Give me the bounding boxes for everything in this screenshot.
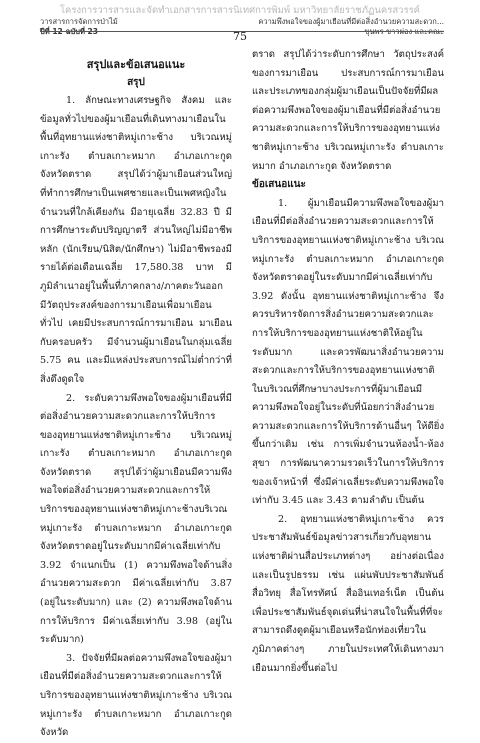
- running-header-right: [252, 17, 444, 37]
- summary-paragraph-2: 2. ระดับความพึงพอใจของผู้มาเยือนที่มีต่อสิ่งอำนวยความสะดวกและการให้บริการของอุทยานแห่งชาติหมู่เกาะช้าง บริเวณหมู่เกาะรัง ตำบลเกาะหมาก อำเภอเกาะกูด จังหวัดตราด สรุปได้ว่าผู้มาเยือนมีความพึงพอใจต่อสิ่งอำนวยความสะดวกและการให้บริการของอุทยานแห่งชาติหมู่เกาะช้างบริเวณหมู่เกาะรัง ตำบลเกาะหมาก อำเภอเกาะกูด จังหวัดตราดอยู่ในระดับมากมีค่าเฉลี่ยเท่ากับ 3.92 จำแนกเป็น (1) ความพึงพอใจด้านสิ่งอำนวยความสะดวก มีค่าเฉลี่ยเท่ากับ 3.87 (อยู่ในระดับมาก) และ (2) ความพึงพอใจด้านการให้บริการ มีค่าเฉลี่ยเท่ากับ 3.98 (อยู่ในระดับมาก): [40, 392, 232, 646]
- right-column: [252, 46, 444, 674]
- section-title: สรุปและข้อเสนอแนะ: [86, 58, 186, 71]
- article-title: ความพึงพอใจของผู้มาเยือนที่มีต่อสิ่งอำนวยความสะดวก...: [258, 17, 444, 26]
- left-column: [40, 48, 232, 739]
- page-number: 75: [233, 30, 247, 43]
- subsection-title-summary: สรุป: [127, 77, 145, 88]
- journal-name: วารสารการจัดการป่าไม้: [40, 17, 118, 26]
- summary-paragraph-3-continued: ตราด สรุปได้ว่าระดับการศึกษา วัตถุประสงค์ของการมาเยือน ประสบการณ์การมาเยือน และประเภทของกลุ่มผู้มาเยือนเป็นปัจจัยที่มีผลต่อความพึงพอใจของผู้มาเยือนที่มีต่อสิ่งอำนวยความสะดวกและการให้บริการของอุทยานแห่งชาติหมู่เกาะช้าง บริเวณหมู่เกาะรัง ตำบลเกาะหมาก อำเภอเกาะกูด จังหวัดตราด: [252, 49, 444, 172]
- header-rule: [40, 31, 444, 32]
- summary-paragraph-1: 1. ลักษณะทางเศรษฐกิจ สังคม และข้อมูลทั่วไปของผู้มาเยือนที่เดินทางมาเยือนในพื้นที่อุทยานแห่งชาติหมู่เกาะช้าง บริเวณหมู่เกาะรัง ตำบลเกาะหมาก อำเภอเกาะกูด จังหวัดตราด สรุปได้ว่าผู้มาเยือนส่วนใหญ่ที่ทำการศึกษาเป็นเพศชายและเป็นเพศหญิงในจำนวนที่ใกล้เคียงกัน มีอายุเฉลี่ย 32.83 ปี มีการศึกษาระดับปริญญาตรี ส่วนใหญ่ไม่มีอาชีพหลัก (นักเรียน/นิสิต/นักศึกษา) ไม่มีอาชีพรองมีรายได้ต่อเดือนเฉลี่ย 17,580.38 บาท มีภูมิลำเนาอยู่ในพื้นที่ภาคกลาง/ภาคตะวันออก มีวัตถุประสงค์ของการมาเยือนเพื่อมาเยือนทั่วไป เคยมีประสบการณ์การมาเยือน มาเยือนกับครอบครัว มีจำนวนผู้มาเยือนในกลุ่มเฉลี่ย 5.75 คน และมีแหล่งประสบการณ์ไม่ต่ำกว่าที่สิ่งดึงดูดใจ: [40, 95, 232, 385]
- subsection-title-recommendations: ข้อเสนอแนะ: [252, 179, 306, 191]
- watermark: โครงการวารสารและจัดทำเอกสารการสารนิเทศการพิมพ์ มหาวิทยาลัยราชภัฏนครสวรรค์: [59, 5, 421, 16]
- issue-info: ปีที่ 12 ฉบับที่ 23: [40, 27, 98, 36]
- recommendation-paragraph-1: 1. ผู้มาเยือนมีความพึงพอใจของผู้มาเยือนที่มีต่อสิ่งอำนวยความสะดวกและการให้บริการของอุทยานแห่งชาติหมู่เกาะช้าง บริเวณหมู่เกาะรัง ตำบลเกาะหมาก อำเภอเกาะกูด จังหวัดตราดอยู่ในระดับมากมีค่าเฉลี่ยเท่ากับ 3.92 ดังนั้น อุทยานแห่งชาติหมู่เกาะช้าง จึงควรบริหารจัดการสิ่งอำนวยความสะดวกและการให้บริการของอุทยานแห่งชาติให้อยู่ในระดับมาก และควรพัฒนาสิ่งอำนวยความสะดวกและการให้บริการของอุทยานแห่งชาติในบริเวณที่ศึกษาบางประการที่ผู้มาเยือนมีความพึงพอใจอยู่ในระดับที่น้อยกว่าสิ่งอำนวยความสะดวกและการให้บริการด้านอื่นๆ ให้ดียิ่งขึ้นกว่าเดิม เช่น การเพิ่มจำนวนห้องน้ำ-ห้องสุขา การพัฒนาความรวดเร็วในการให้บริการของเจ้าหน้าที่ ซึ่งมีค่าเฉลี่ยระดับความพึงพอใจ เท่ากับ 3.45 และ 3.43 ตามลำดับ เป็นต้น: [252, 197, 444, 507]
- summary-paragraph-3: 3. ปัจจัยที่มีผลต่อความพึงพอใจของผู้มาเยือนที่มีต่อสิ่งอำนวยความสะดวกและการให้บริการของอุทยานแห่งชาติหมู่เกาะช้าง บริเวณหมู่เกาะรัง ตำบลเกาะหมาก อำเภอเกาะกูด จังหวัด: [40, 652, 232, 739]
- article-authors: ขุนพร ขาวผ่อง และคณะ: [364, 27, 444, 36]
- recommendation-paragraph-2: 2. อุทยานแห่งชาติหมู่เกาะช้าง ควรประชาสัมพันธ์ข้อมูลข่าวสารเกี่ยวกับอุทยานแห่งชาติผ่านสื่อประเภทต่างๆ อย่างต่อเนื่องและเป็นรูปธรรม เช่น แผ่นพับประชาสัมพันธ์ สื่อวิทยุ สื่อโทรทัศน์ สื่ออินเทอร์เน็ต เป็นต้น เพื่อประชาสัมพันธ์จุดเด่นที่น่าสนใจในพื้นที่ที่จะสามารถดึงดูดผู้มาเยือนหรือนักท่องเที่ยวในภูมิภาคต่างๆ ภายในประเทศให้เดินทางมาเยือนมากยิ่งขึ้นต่อไป: [252, 513, 444, 674]
